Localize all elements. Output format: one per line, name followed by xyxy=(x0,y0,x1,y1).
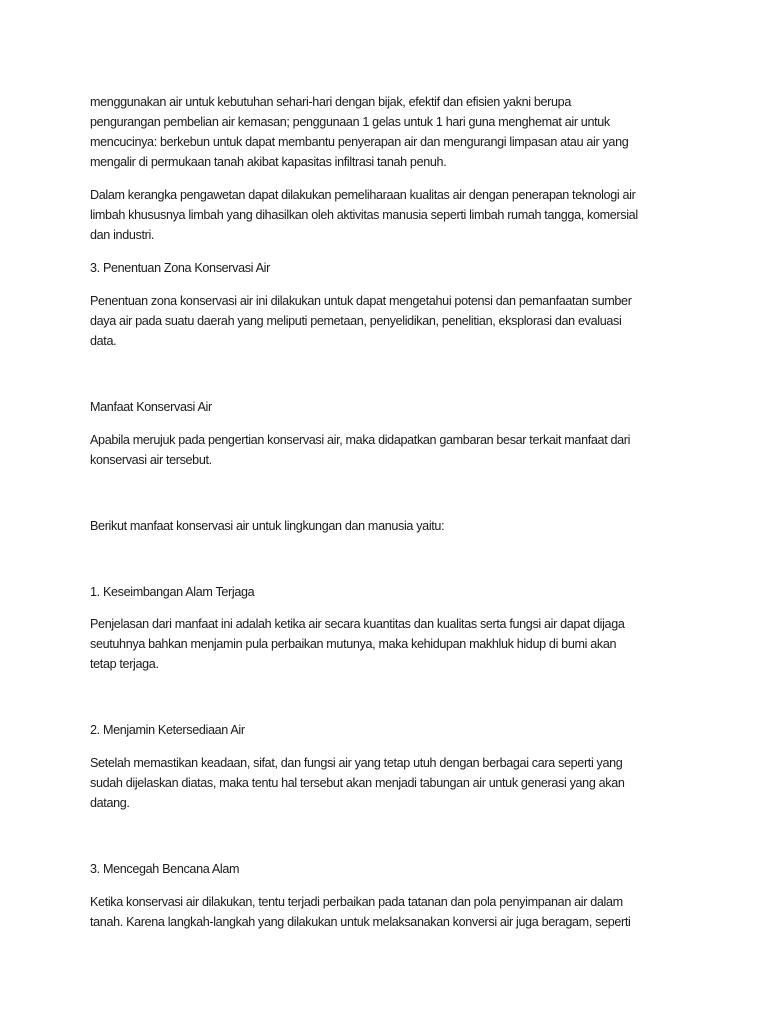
paragraph-line: Penentuan zona konservasi air ini dilakukan untuk dapat mengetahui potensi dan pemanfaatan sumber xyxy=(90,294,632,308)
section-heading: 3. Penentuan Zona Konservasi Air xyxy=(90,261,270,275)
section-heading: Manfaat Konservasi Air xyxy=(90,400,212,414)
paragraph-line: Berikut manfaat konservasi air untuk lingkungan dan manusia yaitu: xyxy=(90,519,445,533)
paragraph-line: mengalir di permukaan tanah akibat kapasitas infiltrasi tanah penuh. xyxy=(90,155,447,169)
paragraph-line: menggunakan air untuk kebutuhan sehari-hari dengan bijak, efektif dan efisien yakni berupa xyxy=(90,95,571,109)
paragraph-line: Ketika konservasi air dilakukan, tentu terjadi perbaikan pada tatanan dan pola penyimpanan air dalam xyxy=(90,895,623,909)
paragraph-line: Dalam kerangka pengawetan dapat dilakukan pemeliharaan kualitas air dengan penerapan teknologi air xyxy=(90,188,636,202)
section-heading: 2. Menjamin Ketersediaan Air xyxy=(90,723,245,737)
section-heading: 1. Keseimbangan Alam Terjaga xyxy=(90,585,255,599)
paragraph-line: seutuhnya bahkan menjamin pula perbaikan mutunya, maka kehidupan makhluk hidup di bumi akan xyxy=(90,637,617,651)
paragraph-line: Penjelasan dari manfaat ini adalah ketika air secara kuantitas dan kualitas serta fungsi air dapat dijaga xyxy=(90,617,625,631)
paragraph-line: pengurangan pembelian air kemasan; penggunaan 1 gelas untuk 1 hari guna menghemat air untuk xyxy=(90,115,610,129)
paragraph-line: mencucinya: berkebun untuk dapat membantu penyerapan air dan mengurangi limpasan atau air yang xyxy=(90,135,629,149)
paragraph-line: limbah khususnya limbah yang dihasilkan oleh aktivitas manusia seperti limbah rumah tangga, komersial xyxy=(90,208,638,222)
paragraph-line: tanah. Karena langkah-langkah yang dilakukan untuk melaksanakan konversi air juga beragam, seperti xyxy=(90,915,631,929)
paragraph-line: sudah dijelaskan diatas, maka tentu hal tersebut akan menjadi tabungan air untuk generasi yang akan xyxy=(90,776,625,790)
paragraph-line: dan industri. xyxy=(90,228,155,242)
paragraph-line: datang. xyxy=(90,796,130,810)
paragraph-line: daya air pada suatu daerah yang meliputi pemetaan, penyelidikan, penelitian, eksplorasi dan evaluasi xyxy=(90,314,622,328)
section-heading: 3. Mencegah Bencana Alam xyxy=(90,862,240,876)
paragraph-line: data. xyxy=(90,334,117,348)
paragraph-line: konservasi air tersebut. xyxy=(90,453,212,467)
paragraph-line: Apabila merujuk pada pengertian konservasi air, maka didapatkan gambaran besar terkait manfaat dari xyxy=(90,433,631,447)
paragraph-line: Setelah memastikan keadaan, sifat, dan fungsi air yang tetap utuh dengan berbagai cara seperti yang xyxy=(90,756,623,770)
paragraph-line: tetap terjaga. xyxy=(90,657,159,671)
